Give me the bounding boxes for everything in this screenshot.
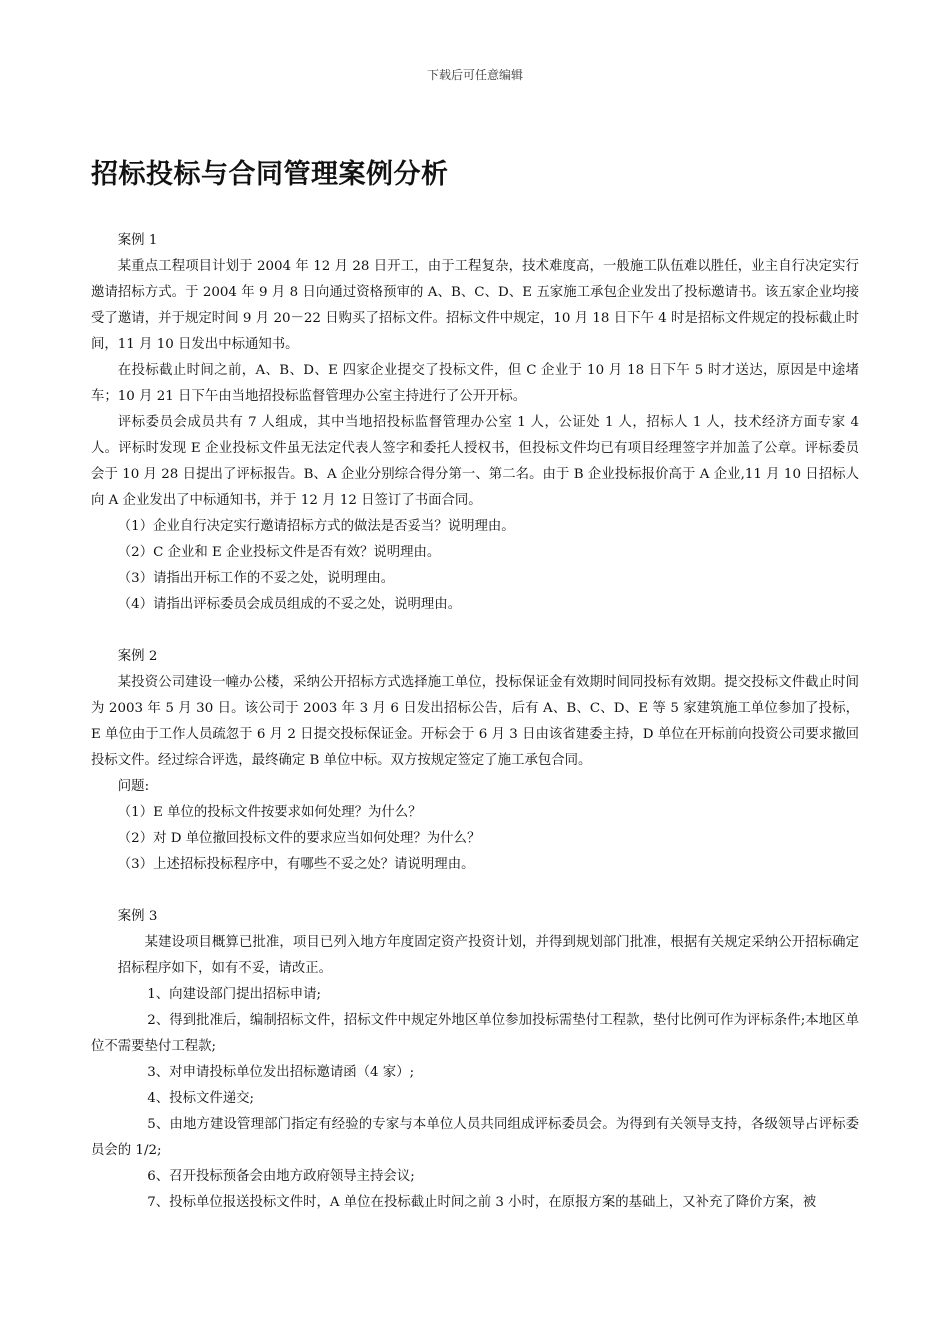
- case-1-question-3: （3）请指出开标工作的不妥之处，说明理由。: [117, 571, 395, 586]
- case-3-step-3: 3、对申请投标单位发出招标邀请函（4 家）;: [147, 1065, 415, 1080]
- case-1: [91, 228, 859, 618]
- case-2: [91, 644, 859, 878]
- spacer: [91, 878, 859, 904]
- case-1-paragraph-3: 评标委员会成员共有 7 人组成，其中当地招投标监督管理办公室 1 人，公证处 1 人，招标人 1 人，技术经济方面专家 4 人。评标时发现 E 企业投标文件虽无法定代表人签字和委托人授权书，但投标文件均已有项目经理签字并加盖了公章。评标委员会于 10 月 28 日提出了评标报告。B、A 企业分别综合得分第一、第二名。由于 B 企业投标报价高于 A 企业,11 月 10 日招标人向 A 企业发出了中标通知书，并于 12 月 12 日签订了书面合同。: [91, 415, 859, 508]
- case-1-question-4: （4）请指出评标委员会成员组成的不妥之处，说明理由。: [117, 597, 462, 612]
- case-2-question-1: （1）E 单位的投标文件按要求如何处理？为什么？: [117, 805, 422, 820]
- case-3-step-4: 4、投标文件递交;: [147, 1091, 255, 1106]
- case-3-step-5: 5、由地方建设管理部门指定有经验的专家与本单位人员共同组成评标委员会。为得到有关领导支持，各级领导占评标委员会的 1/2;: [91, 1117, 859, 1158]
- case-2-heading: 案例 2: [117, 649, 158, 664]
- case-3-step-7: 7、投标单位报送投标文件时，A 单位在投标截止时间之前 3 小时，在原报方案的基础上，又补充了降价方案，被: [147, 1195, 817, 1210]
- document-body: [91, 228, 859, 1216]
- case-2-questions-label: 问题:: [117, 779, 150, 794]
- case-1-heading: 案例 1: [117, 233, 158, 248]
- case-2-paragraph-1: 某投资公司建设一幢办公楼，采纳公开招标方式选择施工单位，投标保证金有效期时间同投标有效期。提交投标文件截止时间为 2003 年 5 月 30 日。该公司于 2003 年 3 月 6 日发出招标公告，后有 A、B、C、D、E 等 5 家建筑施工单位参加了投标，E 单位由于工作人员疏忽于 6 月 2 日提交投标保证金。开标会于 6 月 3 日由该省建委主持，D 单位在开标前向投资公司要求撤回投标文件。经过综合评选，最终确定 B 单位中标。双方按规定签定了施工承包合同。: [91, 675, 859, 768]
- case-1-paragraph-2: 在投标截止时间之前，A、B、D、E 四家企业提交了投标文件，但 C 企业于 10 月 18 日下午 5 时才送达，原因是中途堵车；10 月 21 日下午由当地招投标监督管理办公室主持进行了公开开标。: [91, 363, 859, 404]
- case-3: [91, 904, 859, 1216]
- case-3-step-2: 2、得到批准后，编制招标文件，招标文件中规定外地区单位参加投标需垫付工程款，垫付比例可作为评标条件;本地区单位不需要垫付工程款;: [91, 1013, 859, 1054]
- case-1-question-1: （1）企业自行决定实行邀请招标方式的做法是否妥当？说明理由。: [117, 519, 515, 534]
- case-3-heading: 案例 3: [117, 909, 158, 924]
- case-1-paragraph-1: 某重点工程项目计划于 2004 年 12 月 28 日开工，由于工程复杂，技术难度高，一般施工队伍难以胜任，业主自行决定实行邀请招标方式。于 2004 年 9 月 8 日向通过资格预审的 A、B、C、D、E 五家施工承包企业发出了投标邀请书。该五家企业均接受了邀请，并于规定时间 9 月 20－22 日购买了招标文件。招标文件中规定，10 月 18 日下午 4 时是招标文件规定的投标截止时间，11 月 10 日发出中标通知书。: [91, 259, 859, 352]
- case-2-question-2: （2）对 D 单位撤回投标文件的要求应当如何处理？为什么？: [117, 831, 481, 846]
- spacer: [91, 618, 859, 644]
- case-3-step-1: 1、向建设部门提出招标申请;: [147, 987, 321, 1002]
- page-header: 下载后可任意编辑: [426, 68, 523, 82]
- case-3-intro: 某建设项目概算已批准，项目已列入地方年度固定资产投资计划，并得到规划部门批准，根据有关规定采纳公开招标确定招标程序如下，如有不妥，请改正。: [117, 935, 859, 976]
- case-2-question-3: （3）上述招标投标程序中，有哪些不妥之处？请说明理由。: [117, 857, 475, 872]
- case-3-step-6: 6、召开投标预备会由地方政府领导主持会议;: [147, 1169, 415, 1184]
- case-1-question-2: （2）C 企业和 E 企业投标文件是否有效？说明理由。: [117, 545, 441, 560]
- document-title: 招标投标与合同管理案例分析: [91, 159, 449, 190]
